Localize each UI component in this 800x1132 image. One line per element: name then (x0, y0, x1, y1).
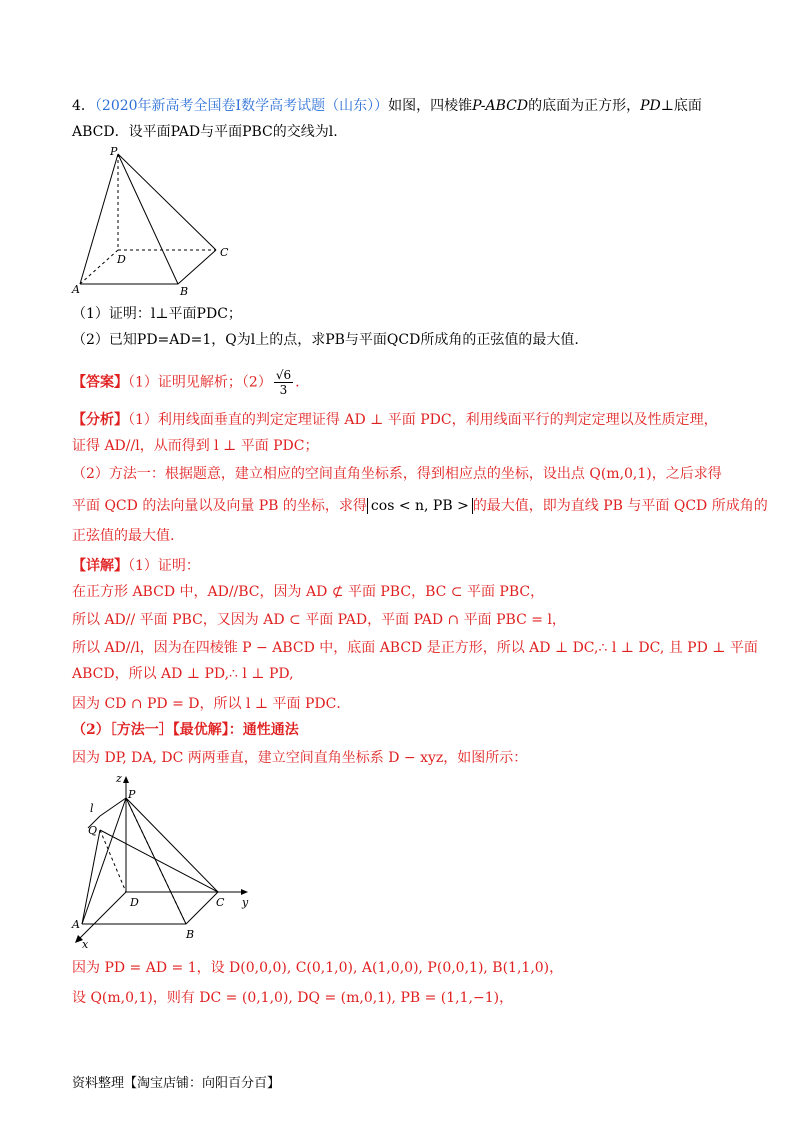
detail-line-1: 在正方形 ABCD 中，AD//BC，因为 AD ⊄ 平面 PBC，BC ⊂ 平面 PBC， (72, 584, 545, 600)
detail-line-2: 所以 AD// 平面 PBC，又因为 AD ⊂ 平面 PAD，平面 PAD ∩ 平面 PBC = l， (72, 612, 566, 628)
stem-pyramid: P-ABCD (472, 98, 529, 114)
analysis-cos-expression: cos < n, PB > (367, 498, 473, 514)
question-2: （2）已知PD=AD=1，Q为l上的点，求PB与平面QCD所成角的正弦值的最大值. (72, 332, 579, 348)
label-b: B (180, 285, 189, 296)
label-q: Q (88, 824, 98, 837)
edge-pc-2 (126, 798, 218, 892)
answer-line (72, 368, 300, 397)
question-1: （1）证明：l⊥平面PDC； (72, 306, 242, 322)
detail-line-5: 因为 CD ∩ PD = D，所以 l ⊥ 平面 PDC． (72, 696, 351, 712)
detail-heading (72, 556, 200, 576)
detail-line-4: ABCD，所以 AD ⊥ PD,∴ l ⊥ PD, (72, 666, 294, 682)
detail-line-3: 所以 AD//l，因为在四棱锥 P − ABCD 中，底面 ABCD 是正方形，所以 AD ⊥ DC,∴ l ⊥ DC, 且 PD ⊥ 平面 (72, 640, 758, 656)
label-c: C (220, 246, 229, 259)
label-a: A (72, 283, 80, 296)
coordinate-figure-2 (68, 772, 258, 950)
analysis-line-5: 正弦值的最大值. (72, 528, 175, 544)
label-p-2: P (128, 788, 136, 801)
label-b-2: B (186, 928, 195, 941)
label-y: y (242, 896, 249, 909)
edge-pc (118, 154, 216, 250)
label-z: z (116, 772, 122, 785)
coords-line-2: 设 Q(m,0,1)，则有 DC = (0,1,0), DQ = (m,0,1), PB = (1,1,−1)， (72, 990, 514, 1006)
answer-text: （1）证明见解析；（2） (128, 374, 272, 391)
problem-number: 4． (72, 98, 95, 114)
label-x: x (82, 938, 89, 950)
stem-text-2: 的底面为正方形， (528, 98, 641, 114)
answer-denominator: 3 (279, 383, 288, 397)
edge-da (80, 250, 118, 284)
edge-bc (178, 250, 216, 284)
answer-end: . (295, 374, 300, 391)
label-c-2: C (216, 896, 225, 909)
z-arrow (123, 776, 129, 783)
analysis-tag: 【分析】 (72, 412, 128, 428)
detail-tag: 【详解】 (72, 558, 128, 574)
analysis-text-1: （1）利用线面垂直的判定定理证得 AD ⊥ 平面 PDC，利用线面平行的判定定理以及性质定理， (128, 412, 718, 428)
label-l: l (90, 802, 94, 815)
segment-qa (82, 830, 100, 924)
stem-pd: PD (640, 98, 661, 114)
analysis-line-1 (72, 410, 718, 430)
label-p: P (110, 146, 118, 158)
detail-part-1: （1）证明： (128, 558, 200, 574)
label-d: D (117, 253, 126, 266)
edge-bc-2 (186, 892, 218, 924)
answer-tag: 【答案】 (72, 374, 128, 391)
line-l (100, 798, 126, 816)
edge-pa (80, 154, 118, 284)
stem-text: 如图，四棱锥 (388, 98, 473, 114)
analysis-line-4 (72, 496, 768, 516)
detail-line-6: 因为 DP, DA, DC 两两垂直，建立空间直角坐标系 D − xyz，如图所示： (72, 750, 528, 766)
answer-fraction (274, 368, 293, 397)
analysis-text-4a: 平面 QCD 的法向量以及向量 PB 的坐标，求得 (72, 498, 367, 514)
pyramid-figure-1 (70, 146, 240, 296)
y-arrow (241, 889, 248, 895)
edge-pa-2 (82, 798, 126, 924)
method-heading: （2）［方法一］【最优解】：通性通法 (72, 722, 299, 738)
label-a-2: A (72, 918, 80, 931)
analysis-line-2: 证得 AD//l，从而得到 l ⊥ 平面 PDC； (72, 438, 319, 454)
answer-numerator: √ 6 (274, 368, 293, 383)
problem-stem (72, 96, 702, 116)
edge-pb (118, 154, 178, 284)
problem-stem-line2: ABCD．设平面PAD与平面PBC的交线为l. (72, 124, 338, 140)
label-d-2: D (130, 896, 139, 909)
stem-text-3: ⊥底面 (660, 98, 702, 114)
coords-line-1: 因为 PD = AD = 1，设 D(0,0,0), C(0,1,0), A(1,0,0), P(0,0,1), B(1,1,0)， (72, 960, 564, 976)
segment-qc (100, 830, 218, 892)
analysis-text-4c: 的最大值，即为直线 PB 与平面 QCD 所成角的 (472, 498, 768, 514)
analysis-line-3: （2）方法一：根据题意，建立相应的空间直角坐标系，得到相应点的坐标，设出点 Q(m,0,1)，之后求得 (72, 466, 722, 482)
problem-source: （2020年新高考全国卷Ⅰ数学高考试题（山东）） (94, 98, 389, 114)
page-footer: 资料整理【淘宝店铺：向阳百分百】 (72, 1076, 281, 1091)
